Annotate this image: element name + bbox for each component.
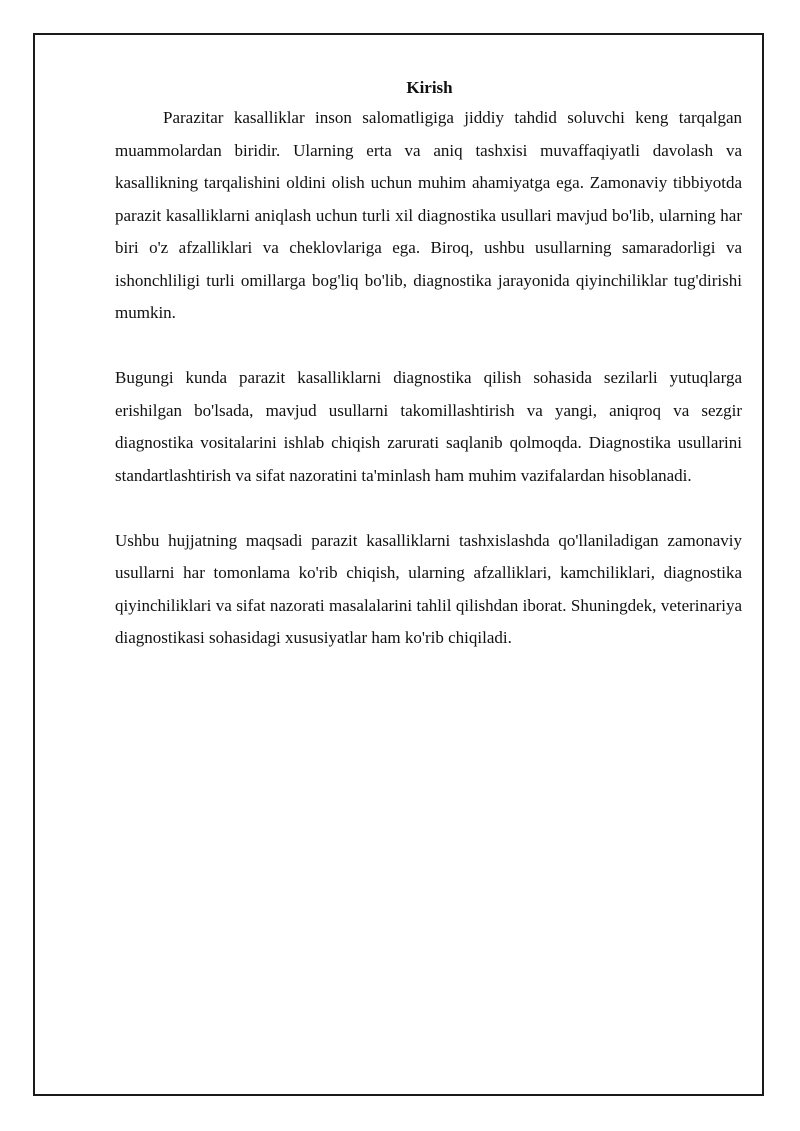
paragraph-3: Ushbu hujjatning maqsadi parazit kasalliklarni tashxislashda qo'llaniladigan zamonaviy usullarni har tomonlama ko'rib chiqish, ularning afzalliklari, kamchiliklari, diagnostika qiyinchiliklari va sifat nazorati masalalarini tahlil qilishdan iborat. Shuningdek, veterinariya diagnostikasi sohasidagi xususiyatlar ham ko'rib chiqiladi. [115, 530, 742, 647]
paragraph-gap [115, 492, 742, 525]
paragraph-gap [115, 330, 742, 363]
document-body [115, 74, 742, 655]
paragraph-2: Bugungi kunda parazit kasalliklarni diagnostika qilish sohasida sezilarli yutuqlarga erishilgan bo'lsada, mavjud usullarni takomillashtirish va yangi, aniqroq va sezgir diagnostika vositalarini ishlab chiqish zarurati saqlanib qolmoqda. Diagnostika usullarini standartlashtirish va sifat nazoratini ta'minlash ham muhim vazifalardan hisoblanadi. [115, 368, 742, 485]
paragraph-1: Parazitar kasalliklar inson salomatligiga jiddiy tahdid soluvchi keng tarqalgan muammolardan biridir. Ularning erta va aniq tashxisi muvaffaqiyatli davolash va kasallikning tarqalishini oldini olish uchun muhim ahamiyatga ega. Zamonaviy tibbiyotda parazit kasalliklarni aniqlash uchun turli xil diagnostika usullari mavjud bo'lib, ularning har biri o'z afzalliklari va cheklovlariga ega. Biroq, ushbu usullarning samaradorligi va ishonchliligi turli omillarga bog'liq bo'lib, diagnostika jarayonida qiyinchiliklar tug'dirishi mumkin. [115, 108, 742, 322]
document-title: Kirish [406, 78, 453, 97]
